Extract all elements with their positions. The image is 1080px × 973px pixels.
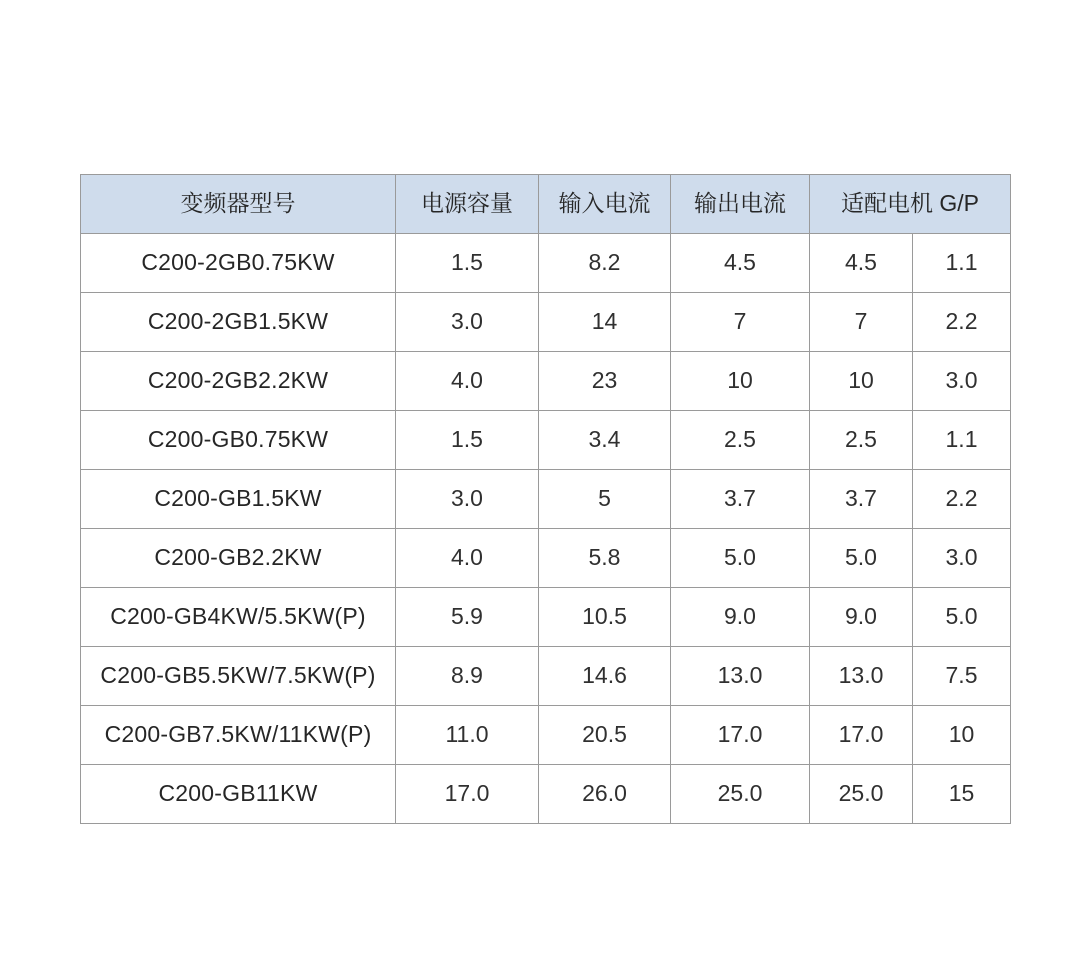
- cell-input-current: 14: [539, 293, 671, 352]
- cell-motor-p: 1.1: [913, 411, 1011, 470]
- table-body: [81, 234, 1011, 824]
- cell-motor-p: 7.5: [913, 647, 1011, 706]
- cell-motor-g: 9.0: [810, 588, 913, 647]
- cell-input-current: 23: [539, 352, 671, 411]
- cell-output-current: 25.0: [671, 765, 810, 824]
- cell-capacity: 3.0: [396, 293, 539, 352]
- inverter-spec-table: [80, 174, 1011, 824]
- table-row: [81, 647, 1011, 706]
- table-row: [81, 352, 1011, 411]
- table-row: [81, 588, 1011, 647]
- cell-input-current: 26.0: [539, 765, 671, 824]
- cell-capacity: 8.9: [396, 647, 539, 706]
- cell-motor-p: 10: [913, 706, 1011, 765]
- table-row: [81, 234, 1011, 293]
- cell-motor-g: 5.0: [810, 529, 913, 588]
- cell-model: C200-GB4KW/5.5KW(P): [81, 588, 396, 647]
- cell-input-current: 5.8: [539, 529, 671, 588]
- header-input-current: 输入电流: [539, 175, 671, 234]
- cell-output-current: 10: [671, 352, 810, 411]
- cell-motor-p: 3.0: [913, 529, 1011, 588]
- table-row: [81, 293, 1011, 352]
- cell-output-current: 2.5: [671, 411, 810, 470]
- header-model: 变频器型号: [81, 175, 396, 234]
- cell-motor-g: 25.0: [810, 765, 913, 824]
- header-capacity: 电源容量: [396, 175, 539, 234]
- cell-capacity: 5.9: [396, 588, 539, 647]
- cell-output-current: 17.0: [671, 706, 810, 765]
- table-row: [81, 411, 1011, 470]
- cell-capacity: 4.0: [396, 352, 539, 411]
- table-row: [81, 529, 1011, 588]
- cell-model: C200-GB2.2KW: [81, 529, 396, 588]
- header-row: [81, 175, 1011, 234]
- header-motor: 适配电机 G/P: [810, 175, 1011, 234]
- spec-table-container: [80, 174, 1010, 824]
- cell-model: C200-GB1.5KW: [81, 470, 396, 529]
- cell-model: C200-GB7.5KW/11KW(P): [81, 706, 396, 765]
- cell-output-current: 9.0: [671, 588, 810, 647]
- cell-capacity: 4.0: [396, 529, 539, 588]
- cell-output-current: 4.5: [671, 234, 810, 293]
- cell-model: C200-2GB0.75KW: [81, 234, 396, 293]
- table-row: [81, 765, 1011, 824]
- cell-input-current: 10.5: [539, 588, 671, 647]
- cell-input-current: 5: [539, 470, 671, 529]
- cell-motor-p: 2.2: [913, 470, 1011, 529]
- table-header: [81, 175, 1011, 234]
- cell-output-current: 3.7: [671, 470, 810, 529]
- cell-input-current: 8.2: [539, 234, 671, 293]
- table-row: [81, 706, 1011, 765]
- cell-motor-g: 17.0: [810, 706, 913, 765]
- cell-output-current: 5.0: [671, 529, 810, 588]
- cell-output-current: 7: [671, 293, 810, 352]
- cell-motor-p: 3.0: [913, 352, 1011, 411]
- cell-motor-g: 2.5: [810, 411, 913, 470]
- cell-input-current: 3.4: [539, 411, 671, 470]
- cell-motor-g: 4.5: [810, 234, 913, 293]
- cell-motor-g: 13.0: [810, 647, 913, 706]
- cell-model: C200-2GB1.5KW: [81, 293, 396, 352]
- header-output-current: 输出电流: [671, 175, 810, 234]
- cell-motor-g: 3.7: [810, 470, 913, 529]
- cell-motor-g: 10: [810, 352, 913, 411]
- cell-capacity: 17.0: [396, 765, 539, 824]
- cell-motor-p: 1.1: [913, 234, 1011, 293]
- cell-motor-p: 2.2: [913, 293, 1011, 352]
- cell-motor-p: 15: [913, 765, 1011, 824]
- cell-model: C200-GB5.5KW/7.5KW(P): [81, 647, 396, 706]
- cell-capacity: 11.0: [396, 706, 539, 765]
- cell-motor-g: 7: [810, 293, 913, 352]
- cell-model: C200-GB0.75KW: [81, 411, 396, 470]
- cell-capacity: 1.5: [396, 411, 539, 470]
- cell-model: C200-GB11KW: [81, 765, 396, 824]
- cell-input-current: 14.6: [539, 647, 671, 706]
- table-row: [81, 470, 1011, 529]
- cell-motor-p: 5.0: [913, 588, 1011, 647]
- cell-capacity: 3.0: [396, 470, 539, 529]
- cell-model: C200-2GB2.2KW: [81, 352, 396, 411]
- cell-capacity: 1.5: [396, 234, 539, 293]
- cell-input-current: 20.5: [539, 706, 671, 765]
- cell-output-current: 13.0: [671, 647, 810, 706]
